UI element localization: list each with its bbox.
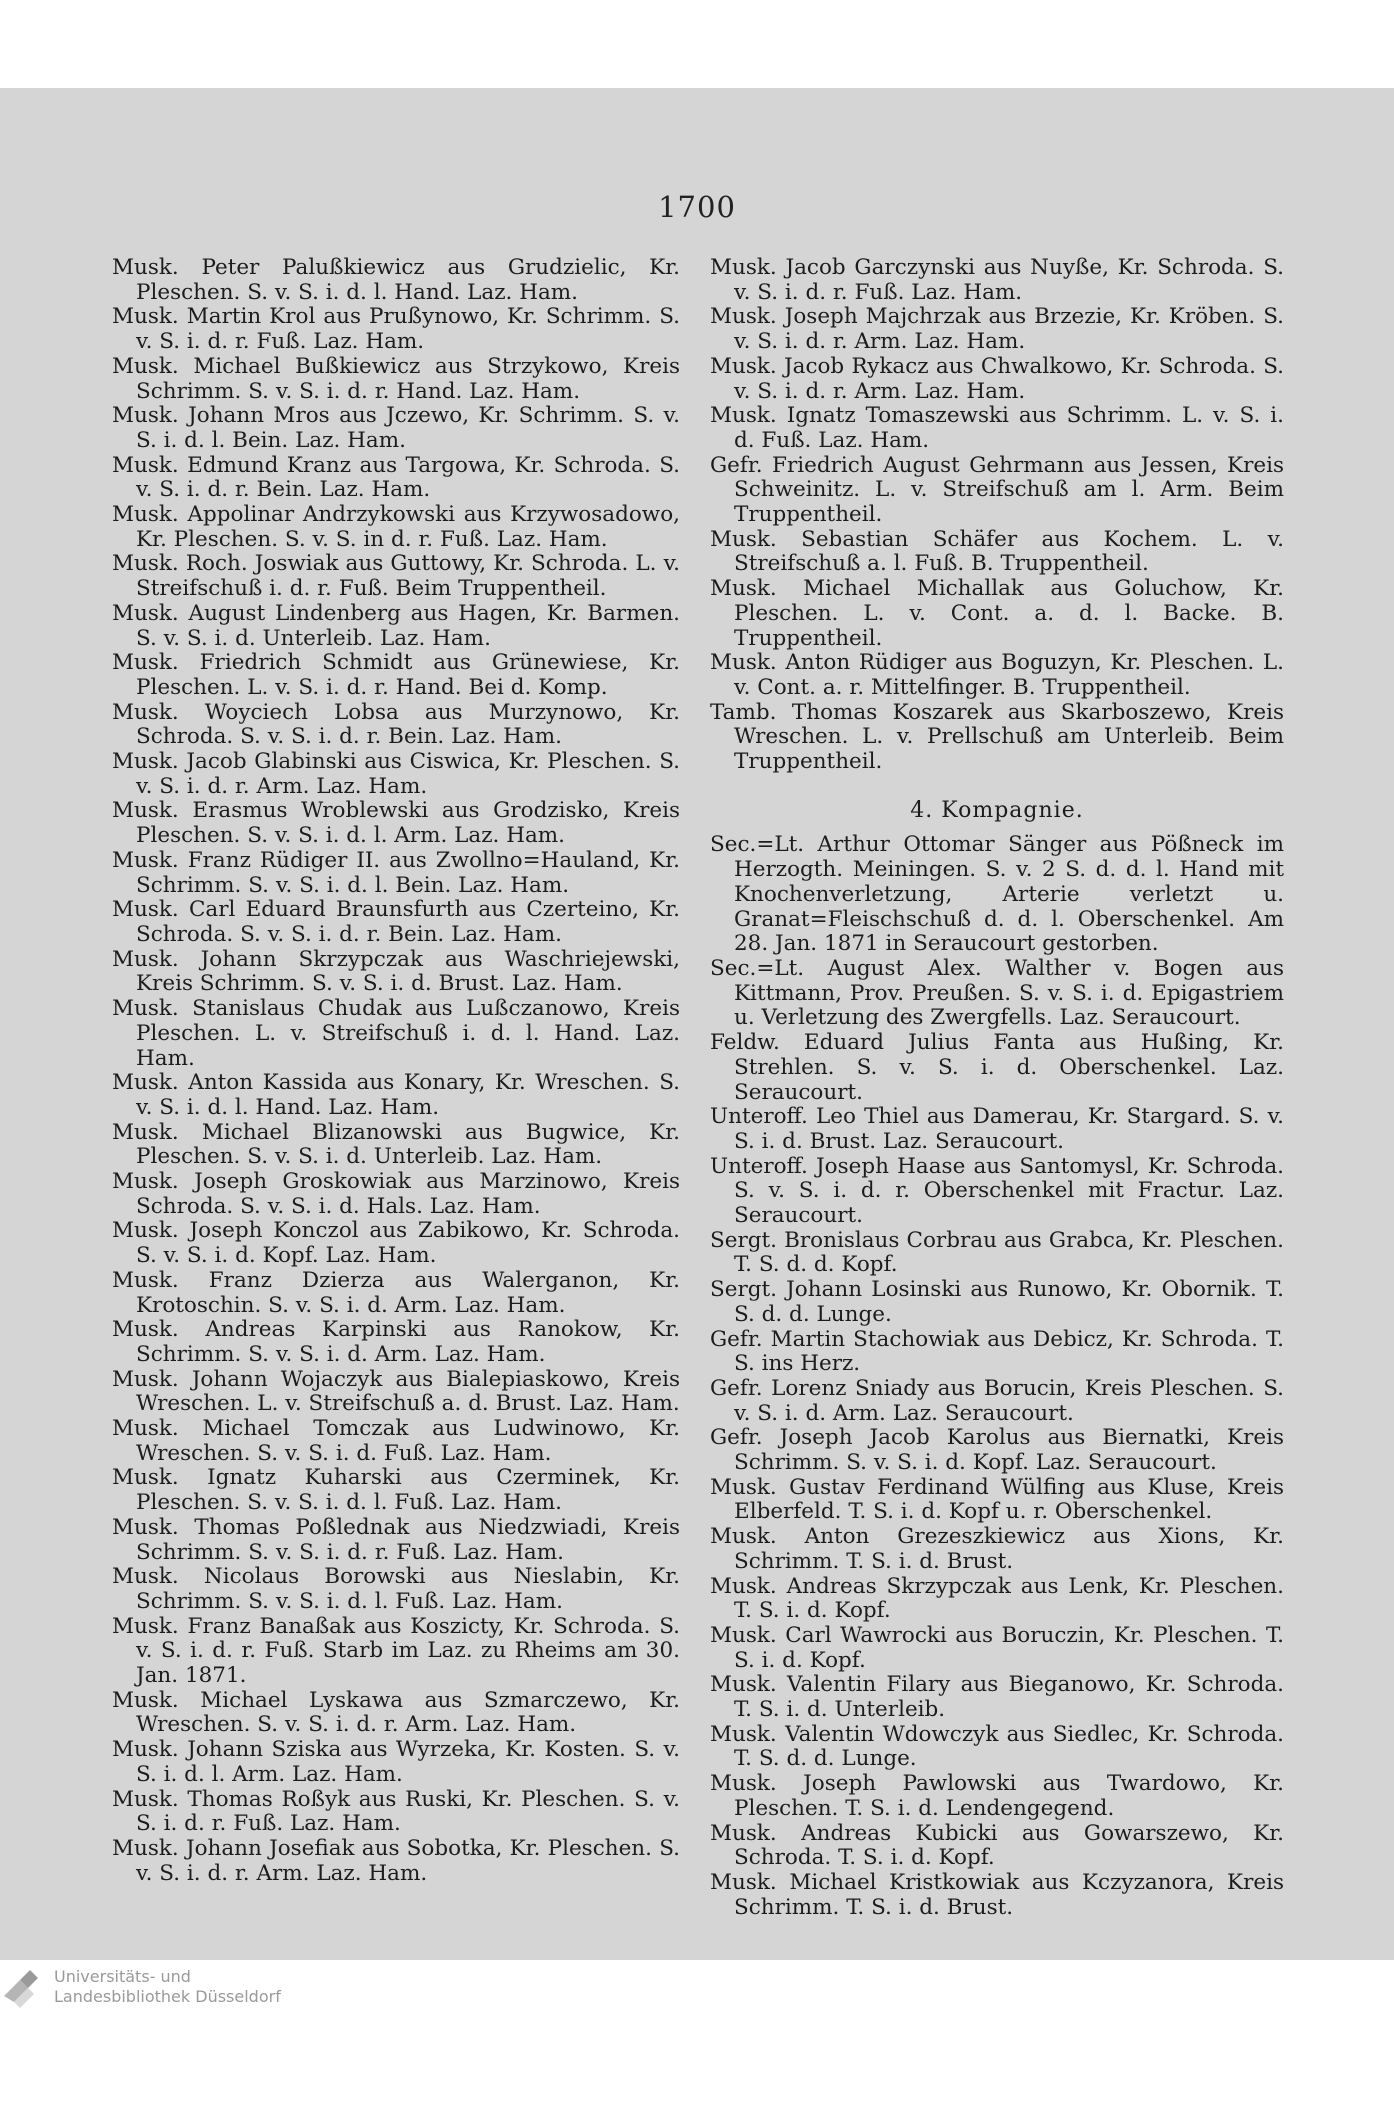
casualty-entry: Musk. Andreas Karpinski aus Ranokow, Kr. Schrimm. S. v. S. i. d. Arm. Laz. Ham. [112, 1317, 680, 1367]
casualty-entry: Musk. Woyciech Lobsa aus Murzynowo, Kr. Schroda. S. v. S. i. d. r. Bein. Laz. Ham. [112, 699, 680, 750]
casualty-entry: Musk. Johann Skrzypczak aus Waschriejewski, Kreis Schrimm. S. v. S. i. d. Brust. Laz. Ham. [112, 946, 680, 997]
casualty-entry: Musk. Michael Blizanowski aus Bugwice, Kr. Pleschen. S. v. S. i. d. Unterleib. Laz. Ham. [112, 1119, 680, 1170]
casualty-entry: Musk. Johann Wojaczyk aus Bialepiaskowo, Kreis Wreschen. L. v. Streifschuß a. d. Brust. Laz. Ham. [112, 1366, 680, 1417]
section-heading: 4. Kompagnie. [910, 797, 1084, 823]
casualty-entry: Musk. Anton Rüdiger aus Boguzyn, Kr. Pleschen. L. v. Cont. a. r. Mittelfinger. B. Truppentheil. [710, 650, 1284, 700]
casualty-entry: Musk. Valentin Filary aus Bieganowo, Kr. Schroda. T. S. i. d. Unterleib. [710, 1672, 1284, 1723]
casualty-entry: Musk. Franz Rüdiger II. aus Zwollno=Hauland, Kr. Schrimm. S. v. S. i. d. l. Bein. Laz. Ham. [112, 847, 680, 898]
casualty-entry: Musk. Nicolaus Borowski aus Nieslabin, Kr. Schrimm. S. v. S. i. d. l. Fuß. Laz. Ham. [112, 1564, 680, 1614]
footer-line-1: Universitäts- und [54, 1967, 191, 1986]
casualty-entry: Musk. Michael Tomczak aus Ludwinowo, Kr. Wreschen. S. v. S. i. d. Fuß. Laz. Ham. [112, 1416, 680, 1466]
scanned-page [0, 88, 1394, 1960]
casualty-entry: Feldw. Eduard Julius Fanta aus Hußing, Kr. Strehlen. S. v. S. i. d. Oberschenkel. Laz. Seraucourt. [710, 1030, 1284, 1105]
casualty-entry: Sergt. Bronislaus Corbrau aus Grabca, Kr. Pleschen. T. S. d. d. Kopf. [710, 1227, 1284, 1278]
casualty-entry: Musk. Edmund Kranz aus Targowa, Kr. Schroda. S. v. S. i. d. r. Bein. Laz. Ham. [112, 452, 680, 503]
casualty-entry: Musk. Michael Bußkiewicz aus Strzykowo, Kreis Schrimm. S. v. S. i. d. r. Hand. Laz. Ham. [112, 353, 680, 404]
casualty-entry: Musk. Thomas Poßlednak aus Niedzwiadi, Kreis Schrimm. S. v. S. i. d. r. Fuß. Laz. Ham. [112, 1514, 680, 1565]
casualty-entry: Unteroff. Joseph Haase aus Santomysl, Kr. Schroda. S. v. S. i. d. r. Oberschenkel mit Fractur. Laz. Seraucourt. [710, 1153, 1284, 1229]
casualty-entry: Musk. Andreas Kubicki aus Gowarszewo, Kr. Schroda. T. S. i. d. Kopf. [710, 1820, 1284, 1871]
casualty-entry: Musk. Franz Dzierza aus Walerganon, Kr. Krotoschin. S. v. S. i. d. Arm. Laz. Ham. [112, 1267, 680, 1318]
casualty-entry: Musk. Anton Kassida aus Konary, Kr. Wreschen. S. v. S. i. d. l. Hand. Laz. Ham. [112, 1070, 680, 1120]
casualty-entry: Unteroff. Leo Thiel aus Damerau, Kr. Stargard. S. v. S. i. d. Brust. Laz. Seraucourt. [710, 1104, 1284, 1154]
casualty-entry: Musk. Joseph Groskowiak aus Marzinowo, Kreis Schroda. S. v. S. i. d. Hals. Laz. Ham. [112, 1169, 680, 1219]
casualty-entry: Musk. Roch. Joswiak aus Guttowy, Kr. Schroda. L. v. Streifschuß i. d. r. Fuß. Beim Truppentheil. [112, 551, 680, 602]
library-logo-icon [0, 1966, 48, 2014]
casualty-entry: Musk. Valentin Wdowczyk aus Siedlec, Kr. Schroda. T. S. d. d. Lunge. [710, 1721, 1284, 1772]
casualty-entry: Musk. Johann Sziska aus Wyrzeka, Kr. Kosten. S. v. S. i. d. l. Arm. Laz. Ham. [112, 1737, 680, 1787]
casualty-entry: Musk. Andreas Skrzypczak aus Lenk, Kr. Pleschen. T. S. i. d. Kopf. [710, 1573, 1284, 1624]
casualty-entry: Musk. Joseph Majchrzak aus Brzezie, Kr. Kröben. S. v. S. i. d. r. Arm. Laz. Ham. [710, 304, 1284, 355]
casualty-entry: Musk. Joseph Pawlowski aus Twardowo, Kr. Pleschen. T. S. i. d. Lendengegend. [710, 1771, 1284, 1821]
casualty-entry: Gefr. Lorenz Sniady aus Borucin, Kreis Pleschen. S. v. S. i. d. Arm. Laz. Seraucourt. [710, 1375, 1284, 1426]
casualty-entry: Tamb. Thomas Koszarek aus Skarboszewo, Kreis Wreschen. L. v. Prellschuß am Unterleib. Beim Truppentheil. [710, 699, 1284, 775]
footer-line-2: Landesbibliothek Düsseldorf [54, 1987, 281, 2006]
casualty-entry: Musk. Jacob Garczynski aus Nuyße, Kr. Schroda. S. v. S. i. d. r. Fuß. Laz. Ham. [710, 255, 1284, 305]
casualty-entry: Musk. Jacob Glabinski aus Ciswica, Kr. Pleschen. S. v. S. i. d. r. Arm. Laz. Ham. [112, 749, 680, 799]
casualty-entry: Musk. Thomas Roßyk aus Ruski, Kr. Pleschen. S. v. S. i. d. r. Fuß. Laz. Ham. [112, 1786, 680, 1837]
top-margin [0, 0, 1394, 88]
casualty-entry: Musk. Ignatz Kuharski aus Czerminek, Kr. Pleschen. S. v. S. i. d. l. Fuß. Laz. Ham. [112, 1465, 680, 1516]
casualty-entry: Musk. Carl Eduard Braunsfurth aus Czerteino, Kr. Schroda. S. v. S. i. d. r. Bein. Laz. Ham. [112, 897, 680, 947]
casualty-entry: Musk. Peter Palußkiewicz aus Grudzielic, Kr. Pleschen. S. v. S. i. d. l. Hand. Laz. Ham. [112, 255, 680, 305]
casualty-entry: Musk. Michael Michallak aus Goluchow, Kr. Pleschen. L. v. Cont. a. d. l. Backe. B. Truppentheil. [710, 576, 1284, 651]
casualty-entry: Gefr. Friedrich August Gehrmann aus Jessen, Kreis Schweinitz. L. v. Streifschuß am l. Arm. Beim Truppentheil. [710, 452, 1284, 528]
casualty-entry: Musk. Joseph Konczol aus Zabikowo, Kr. Schroda. S. v. S. i. d. Kopf. Laz. Ham. [112, 1218, 680, 1269]
casualty-entry: Musk. Michael Lyskawa aus Szmarczewo, Kr. Wreschen. S. v. S. i. d. r. Arm. Laz. Ham. [112, 1687, 680, 1738]
casualty-entry: Musk. Johann Mros aus Jczewo, Kr. Schrimm. S. v. S. i. d. l. Bein. Laz. Ham. [112, 403, 680, 453]
page-number: 1700 [658, 190, 736, 224]
casualty-entry: Gefr. Martin Stachowiak aus Debicz, Kr. Schroda. T. S. ins Herz. [710, 1326, 1284, 1377]
right-column-bottom [710, 833, 1284, 1920]
casualty-entry: Musk. Martin Krol aus Prußynowo, Kr. Schrimm. S. v. S. i. d. r. Fuß. Laz. Ham. [112, 304, 680, 355]
casualty-entry: Musk. Ignatz Tomaszewski aus Schrimm. L. v. S. i. d. Fuß. Laz. Ham. [710, 403, 1284, 453]
casualty-entry: Gefr. Joseph Jacob Karolus aus Biernatki, Kreis Schrimm. S. v. S. i. d. Kopf. Laz. Seraucourt. [710, 1425, 1284, 1476]
casualty-entry: Musk. Stanislaus Chudak aus Lußczanowo, Kreis Pleschen. L. v. Streifschuß i. d. l. Hand. Laz. Ham. [112, 996, 680, 1071]
right-column [710, 256, 1284, 1920]
casualty-entry: Sergt. Johann Losinski aus Runowo, Kr. Obornik. T. S. d. d. Lunge. [710, 1277, 1284, 1327]
footer-text [54, 1967, 281, 2007]
casualty-entry: Musk. Carl Wawrocki aus Boruczin, Kr. Pleschen. T. S. i. d. Kopf. [710, 1622, 1284, 1673]
casualty-entry: Musk. Anton Grezeszkiewicz aus Xions, Kr. Schrimm. T. S. i. d. Brust. [710, 1524, 1284, 1574]
casualty-entry: Musk. Appolinar Andrzykowski aus Krzywosadowo, Kr. Pleschen. S. v. S. in d. r. Fuß. Laz. Ham. [112, 502, 680, 552]
right-column-top [710, 256, 1284, 775]
casualty-entry: Musk. Sebastian Schäfer aus Kochem. L. v. Streifschuß a. l. Fuß. B. Truppentheil. [710, 526, 1284, 577]
left-column [112, 256, 680, 1886]
casualty-entry: Musk. Jacob Rykacz aus Chwalkowo, Kr. Schroda. S. v. S. i. d. r. Arm. Laz. Ham. [710, 353, 1284, 404]
casualty-entry: Musk. Johann Josefiak aus Sobotka, Kr. Pleschen. S. v. S. i. d. r. Arm. Laz. Ham. [112, 1836, 680, 1886]
casualty-entry: Musk. Franz Banaßak aus Koszicty, Kr. Schroda. S. v. S. i. d. r. Fuß. Starb im Laz. zu Rheims am 30. Jan. 1871. [112, 1613, 680, 1689]
casualty-entry: Musk. Erasmus Wroblewski aus Grodzisko, Kreis Pleschen. S. v. S. i. d. l. Arm. Laz. Ham. [112, 798, 680, 849]
casualty-entry: Musk. August Lindenberg aus Hagen, Kr. Barmen. S. v. S. i. d. Unterleib. Laz. Ham. [112, 600, 680, 651]
casualty-entry: Sec.=Lt. Arthur Ottomar Sänger aus Pößneck im Herzogth. Meiningen. S. v. 2 S. d. d. l. Hand mit Knochenverletzung, Arterie verletzt u. Granat=Fleischschuß d. d. l. Oberschenkel. Am 28. Jan. 1871 in Seraucourt gestorben. [710, 832, 1284, 957]
casualty-entry: Musk. Gustav Ferdinand Wülfing aus Kluse, Kreis Elberfeld. T. S. i. d. Kopf u. r. Oberschenkel. [710, 1474, 1284, 1525]
casualty-entry: Sec.=Lt. August Alex. Walther v. Bogen aus Kittmann, Prov. Preußen. S. v. S. i. d. Epigastriem u. Verletzung des Zwergfells. Laz. Seraucourt. [710, 955, 1284, 1031]
casualty-entry: Musk. Friedrich Schmidt aus Grünewiese, Kr. Pleschen. L. v. S. i. d. r. Hand. Bei d. Komp. [112, 650, 680, 700]
casualty-entry: Musk. Michael Kristkowiak aus Kczyzanora, Kreis Schrimm. T. S. i. d. Brust. [710, 1870, 1284, 1920]
